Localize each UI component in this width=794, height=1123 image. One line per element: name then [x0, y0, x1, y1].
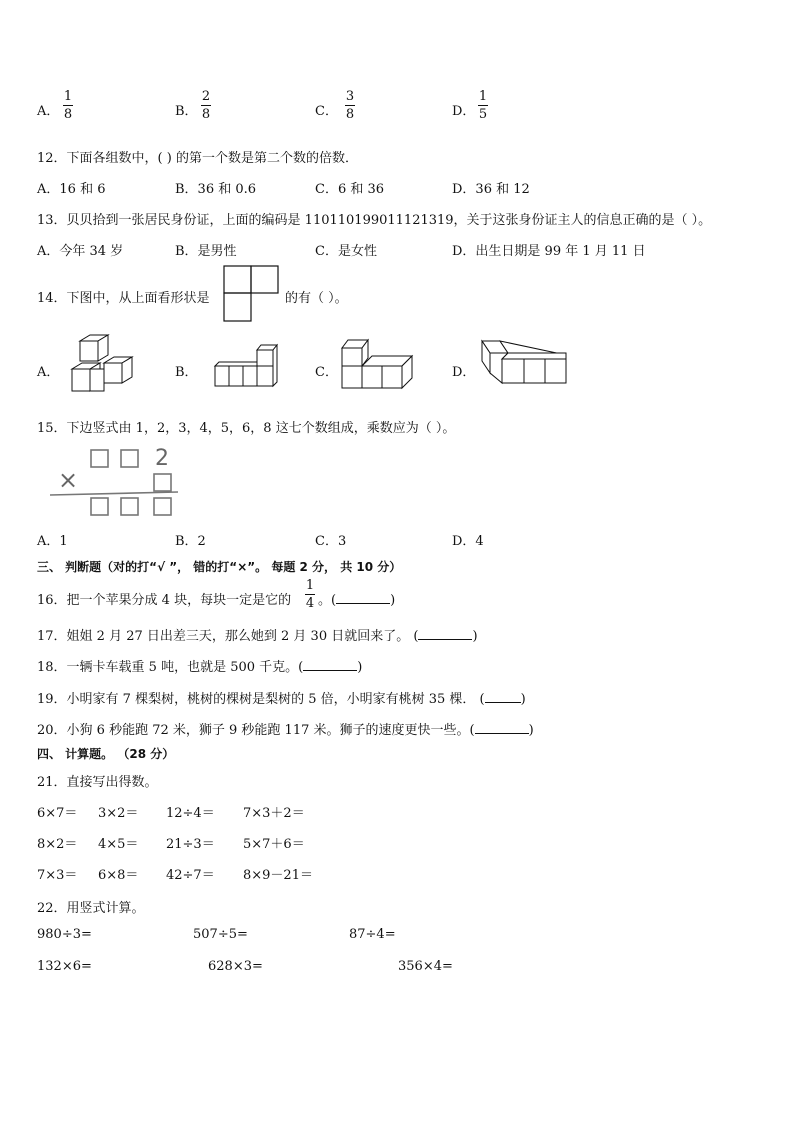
q22-item: 87÷4= [349, 927, 396, 942]
q15-option-a: A．1 [37, 534, 68, 549]
q14-option-c-label: C． [315, 365, 338, 380]
q21-item: 7×3＋2＝ [243, 806, 305, 821]
q21-item: 8×9－21＝ [243, 868, 313, 883]
q13-option-b: B．是男性 [175, 244, 237, 259]
q17-text: 17．姐姐 2 月 27 日出差三天，那么她到 2 月 30 日就回来了。 ( ) [37, 629, 478, 644]
q12-option-d: D．36 和 12 [452, 182, 530, 197]
q13-stem: 13．贝贝拾到一张居民身份证，上面的编码是 110110199011121319，关于这张身份证主人的信息正确的是（ ）。 [37, 213, 712, 228]
q12-option-c: C．6 和 36 [315, 182, 385, 197]
q11-option-a-label: A． [37, 104, 60, 119]
q14-stem-after: 的有（ ）。 [285, 291, 348, 306]
q11-option-d-fraction: 1 5 [478, 89, 488, 122]
q15-option-c: C．3 [315, 534, 347, 549]
q13-option-c: C．是女性 [315, 244, 377, 259]
q18-answer-blank[interactable] [303, 658, 357, 671]
q20-text: 20．小狗 6 秒能跑 72 米，狮子 9 秒能跑 117 米。狮子的速度更快一些。( ) [37, 723, 534, 738]
q14-option-b-label: B． [175, 365, 198, 380]
cube-figure-a [70, 333, 142, 395]
q11-option-a-fraction: 1 8 [63, 89, 73, 122]
q21-item: 8×2＝ [37, 837, 78, 852]
q21-item: 6×8＝ [98, 868, 139, 883]
q17-answer-blank[interactable] [418, 627, 472, 640]
q22-item: 132×6= [37, 959, 92, 974]
q19-text: 19．小明家有 7 棵梨树，桃树的棵树是梨树的 5 倍，小明家有桃树 35 棵． ( ) [37, 692, 526, 707]
q12-option-b: B．36 和 0.6 [175, 182, 257, 197]
q21-item: 4×5＝ [98, 837, 139, 852]
q22-item: 980÷3= [37, 927, 92, 942]
cube-figure-b [213, 342, 279, 388]
cube-figure-d [480, 337, 570, 387]
q22-title: 22．用竖式计算。 [37, 901, 145, 916]
multiplicand-digit: 2 [155, 446, 169, 471]
q11-option-c-fraction: 3 8 [345, 89, 355, 122]
q15-option-d: D．4 [452, 534, 484, 549]
q15-option-b: B．2 [175, 534, 206, 549]
q11-option-d-label: D． [452, 104, 476, 119]
q14-option-a-label: A． [37, 365, 60, 380]
q15-stem: 15．下边竖式由 1，2，3，4，5，6，8 这七个数组成，乘数应为（ ）。 [37, 421, 456, 436]
q20-answer-blank[interactable] [475, 721, 529, 734]
q12-option-a: A．16 和 6 [37, 182, 106, 197]
cube-figure-c [340, 334, 420, 390]
multiply-sign: × [58, 466, 79, 494]
q21-title: 21．直接写出得数。 [37, 775, 158, 790]
q16-answer: 。( ) [318, 593, 396, 608]
q11-option-b-label: B． [175, 104, 198, 119]
q16-fraction: 1 4 [305, 578, 315, 611]
q21-item: 12÷4＝ [166, 806, 215, 821]
section3-heading: 三、 判断题（对的打“√ ”， 错的打“×”。 每题 2 分， 共 10 分） [37, 560, 402, 574]
q11-option-b-fraction: 2 8 [201, 89, 211, 122]
q16-answer-blank[interactable] [336, 591, 390, 604]
q14-stem-before: 14．下图中，从上面看形状是 [37, 291, 210, 306]
q21-item: 42÷7＝ [166, 868, 215, 883]
q14-option-d-label: D． [452, 365, 476, 380]
top-view-shape-figure [223, 265, 279, 323]
q21-item: 6×7＝ [37, 806, 78, 821]
q22-item: 356×4= [398, 959, 453, 974]
q11-option-c-label: C． [315, 104, 338, 119]
q21-item: 21÷3＝ [166, 837, 215, 852]
q18-text: 18．一辆卡车载重 5 吨，也就是 500 千克。( ) [37, 660, 363, 675]
q13-option-d: D．出生日期是 99 年 1 月 11 日 [452, 244, 646, 259]
q21-item: 7×3＝ [37, 868, 78, 883]
q19-answer-blank[interactable] [485, 690, 521, 703]
q12-stem: 12．下面各组数中，( ) 的第一个数是第二个数的倍数． [37, 151, 358, 166]
q21-item: 3×2＝ [98, 806, 139, 821]
q13-option-a: A．今年 34 岁 [37, 244, 124, 259]
q22-item: 507÷5= [193, 927, 248, 942]
section4-heading: 四、 计算题。 （28 分） [37, 747, 175, 761]
q21-item: 5×7＋6＝ [243, 837, 305, 852]
q22-item: 628×3= [208, 959, 263, 974]
q16-text: 16．把一个苹果分成 4 块，每块一定是它的 [37, 593, 292, 608]
